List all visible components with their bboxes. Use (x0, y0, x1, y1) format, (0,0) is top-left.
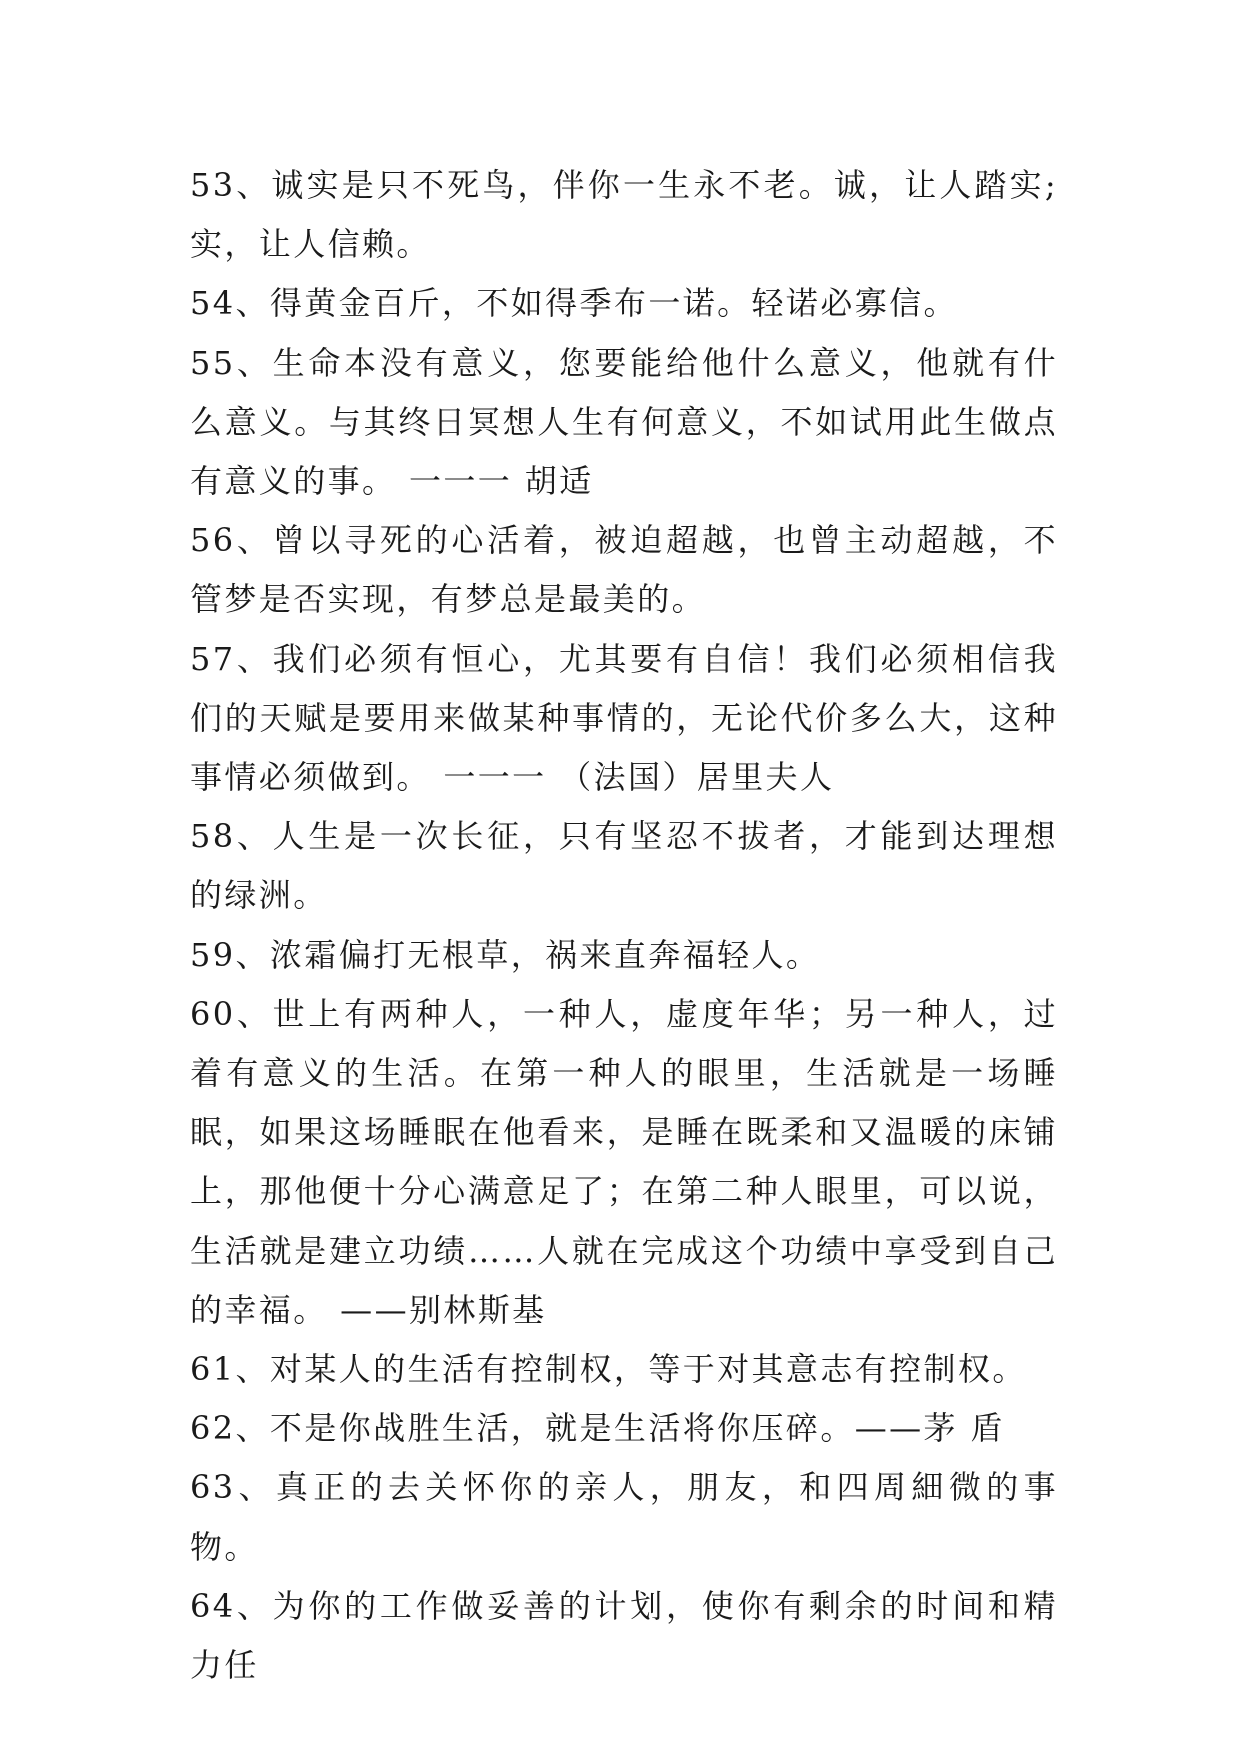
quote-list (190, 156, 1058, 1695)
quote-entry-54: 54、得黄金百斤，不如得季布一诺。轻诺必寡信。 (190, 284, 958, 323)
quote-entry-56: 56、曾以寻死的心活着，被迫超越，也曾主动超越，不管梦是否实现，有梦总是最美的。 (190, 521, 1058, 619)
quote-entry-63: 63、真正的去关怀你的亲人，朋友，和四周細微的事物。 (190, 1468, 1058, 1566)
quote-entry-62: 62、不是你战胜生活，就是生活将你压碎。——茅 盾 (190, 1409, 1005, 1448)
quote-entry-53: 53、诚实是只不死鸟，伴你一生永不老。诚，让人踏实;实，让人信赖。 (190, 166, 1058, 264)
quote-entry-55: 55、生命本没有意义，您要能给他什么意义，他就有什么意义。与其终日冥想人生有何意义，不如试用此生做点有意义的事。 一一一 胡适 (190, 343, 1058, 501)
quote-entry-64: 64、为你的工作做妥善的计划，使你有剩余的时间和精力任 (190, 1586, 1058, 1685)
quote-entry-61: 61、对某人的生活有控制权，等于对其意志有控制权。 (190, 1350, 1027, 1389)
quote-entry-57: 57、我们必须有恒心，尤其要有自信！我们必须相信我们的天赋是要用来做某种事情的，无论代价多么大，这种事情必须做到。 一一一 （法国）居里夫人 (190, 639, 1058, 797)
quote-entry-59: 59、浓霜偏打无根草，祸来直奔福轻人。 (190, 935, 821, 974)
quote-entry-58: 58、人生是一次长征，只有坚忍不拔者，才能到达理想的绿洲。 (190, 817, 1058, 915)
quote-entry-60: 60、世上有两种人，一种人，虚度年华；另一种人，过着有意义的生活。在第一种人的眼里，生活就是一场睡眠，如果这场睡眠在他看来，是睡在既柔和又温暖的床铺上，那他便十分心满意足了；在第二种人眼里，可以说，生活就是建立功绩……人就在完成这个功绩中享受到自己的幸福。 ——别林斯基 (190, 994, 1058, 1329)
